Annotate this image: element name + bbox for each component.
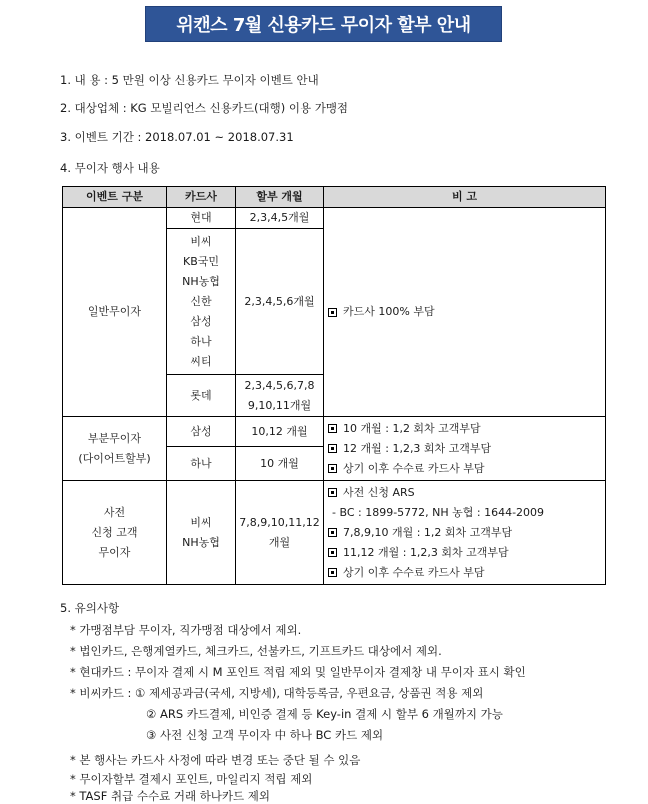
card-nh: NH농협	[182, 274, 220, 288]
card-hana: 하나	[190, 334, 212, 348]
item-content: 1. 내 용 : 5 만원 이상 신용카드 무이자 이벤트 안내	[60, 73, 319, 87]
notice-item: * 현대카드 : 무이자 결제 시 M 포인트 적립 제외 및 일반무이자 결제창 내 무이자 표시 확인	[70, 665, 526, 679]
advance-note-cell	[324, 481, 606, 585]
notice-item: * 비씨카드 : ① 제세공과금(국세, 지방세), 대학등록금, 우편요금, 상품권 적용 제외	[70, 686, 484, 700]
checkbox-bullet-icon	[328, 488, 337, 497]
notice-item: * TASF 취급 수수료 거래 하나카드 제외	[70, 789, 271, 803]
general-label: 일반무이자	[63, 208, 167, 417]
general-note: 카드사 100% 부담	[343, 305, 435, 318]
checkbox-bullet-icon	[328, 464, 337, 473]
advance-note-2: - BC : 1899-5772, NH 농협 : 1644-2009	[332, 505, 545, 519]
checkbox-bullet-icon	[328, 568, 337, 577]
notice-item: * 법인카드, 은행계열카드, 체크카드, 선불카드, 기프트카드 대상에서 제외.	[70, 644, 442, 658]
months-partial-samsung: 10,12 개월	[236, 417, 324, 447]
notice-item: * 가맹점부담 무이자, 직가맹점 대상에서 제외.	[70, 623, 302, 637]
partial-note-cell	[324, 417, 606, 481]
checkbox-bullet-icon	[328, 424, 337, 433]
partial-note-1: 10 개월 : 1,2 회차 고객부담	[343, 421, 481, 435]
months-hyundai: 2,3,4,5개월	[236, 208, 324, 229]
months-group: 2,3,4,5,6개월	[236, 229, 324, 375]
table-header-row	[63, 187, 606, 208]
card-group	[167, 229, 236, 375]
notice-title: 5. 유의사항	[60, 601, 120, 615]
checkbox-bullet-icon	[328, 444, 337, 453]
partial-note-3: 상기 이후 수수료 카드사 부담	[343, 461, 485, 475]
months-partial-hana: 10 개월	[236, 447, 324, 481]
header-event-type: 이벤트 구분	[63, 187, 167, 208]
checkbox-bullet-icon	[328, 548, 337, 557]
advance-card-nh: NH농협	[182, 535, 220, 549]
advance-months-line2: 개월	[268, 535, 291, 549]
partial-label	[63, 417, 167, 481]
months-lotte	[236, 375, 324, 417]
checkbox-bullet-icon	[328, 528, 337, 537]
header-months: 할부 개월	[236, 187, 324, 208]
card-samsung: 삼성	[190, 314, 212, 328]
months-lotte-line1: 2,3,4,5,6,7,8	[244, 378, 315, 392]
advance-note-3: 7,8,9,10 개월 : 1,2 회차 고객부담	[343, 525, 513, 539]
notice-item: ② ARS 카드결제, 비인증 결제 등 Key-in 결제 시 할부 6 개월까지 가능	[146, 707, 503, 721]
item-event-details: 4. 무이자 행사 내용	[60, 161, 160, 175]
advance-note-1: 사전 신청 ARS	[343, 485, 415, 499]
partial-label-line2: (다이어트할부)	[78, 451, 151, 465]
advance-card-bc: 비씨	[190, 515, 212, 529]
months-lotte-line2: 9,10,11개월	[247, 398, 312, 412]
notice-item: * 본 행사는 카드사 사정에 따라 변경 또는 중단 될 수 있음	[70, 753, 361, 767]
advance-note-5: 상기 이후 수수료 카드사 부담	[343, 565, 485, 579]
card-partial-hana: 하나	[167, 447, 236, 481]
card-kb: KB국민	[182, 254, 219, 268]
advance-label-line1: 사전	[103, 505, 126, 519]
card-lotte: 롯데	[167, 375, 236, 417]
advance-label-line2: 신청 고객	[91, 525, 138, 539]
advance-months	[236, 481, 324, 585]
header-remarks: 비 고	[324, 187, 606, 208]
card-partial-samsung: 삼성	[167, 417, 236, 447]
header-card-company: 카드사	[167, 187, 236, 208]
card-hyundai: 현대	[167, 208, 236, 229]
notice-item: ③ 사전 신청 고객 무이자 中 하나 BC 카드 제외	[146, 728, 384, 742]
advance-label-line3: 무이자	[98, 545, 131, 559]
card-citi: 씨티	[190, 354, 212, 368]
page-title: 위캔스 7월 신용카드 무이자 할부 안내	[176, 15, 471, 36]
item-target: 2. 대상업체 : KG 모빌리언스 신용카드(대행) 이용 가맹점	[60, 101, 349, 115]
general-note-cell	[324, 208, 606, 417]
checkbox-bullet-icon	[328, 308, 337, 317]
table-row	[63, 481, 606, 585]
partial-label-line1: 부분무이자	[87, 431, 142, 445]
partial-note-2: 12 개월 : 1,2,3 회차 고객부담	[343, 441, 492, 455]
card-shinhan: 신한	[190, 294, 212, 308]
advance-note-4: 11,12 개월 : 1,2,3 회차 고객부담	[343, 545, 509, 559]
page-title-banner	[145, 6, 502, 42]
table-row	[63, 417, 606, 447]
advance-months-line1: 7,8,9,10,11,12	[239, 515, 320, 529]
table-row	[63, 208, 606, 229]
advance-cards	[167, 481, 236, 585]
advance-label	[63, 481, 167, 585]
installment-table	[62, 186, 606, 585]
card-bc: 비씨	[190, 234, 212, 248]
notice-item: * 무이자할부 결제시 포인트, 마일리지 적립 제외	[70, 772, 313, 786]
item-period: 3. 이벤트 기간 : 2018.07.01 ~ 2018.07.31	[60, 130, 294, 144]
